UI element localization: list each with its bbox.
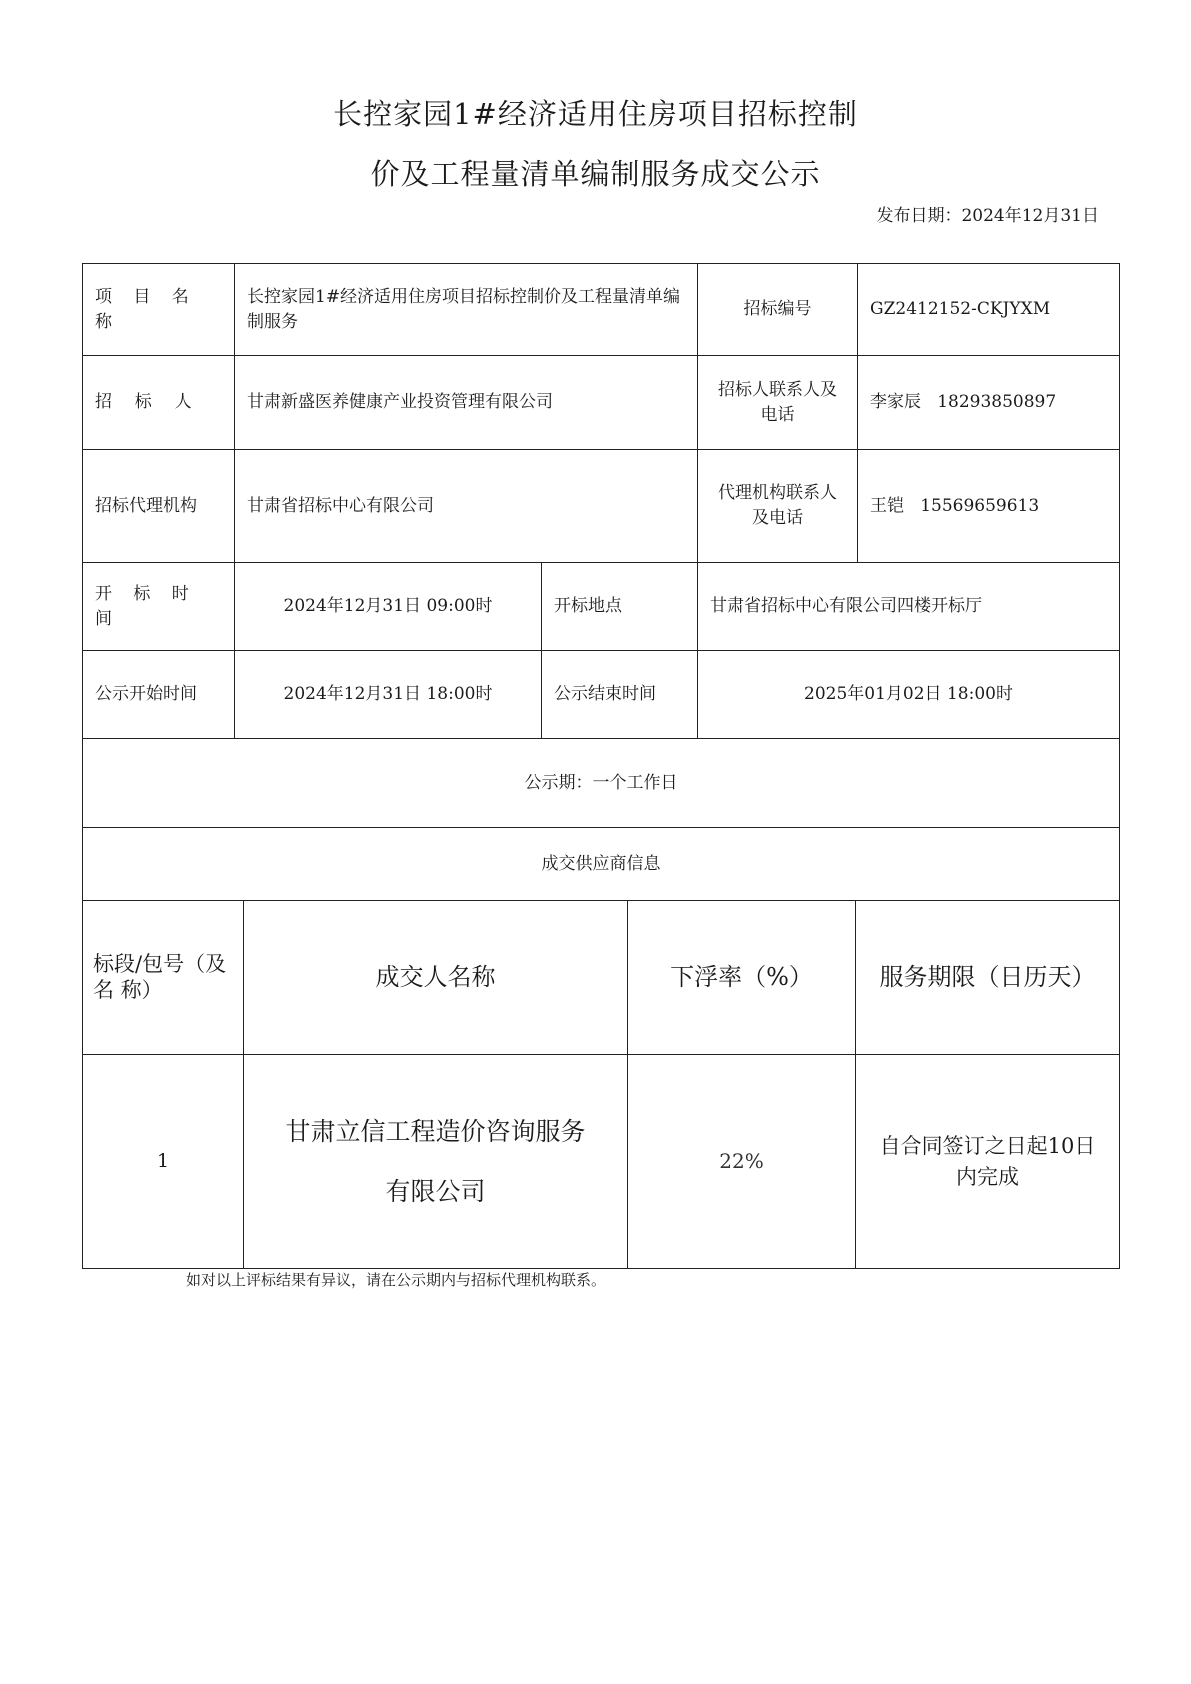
tenderer-contact-label: 招标人联系人及电话 [697,355,858,450]
publicity-end-label: 公示结束时间 [541,650,698,739]
header-winner-name: 成交人名称 [243,900,628,1055]
agency-label: 招标代理机构 [82,449,235,563]
publicity-end-value: 2025年01月02日 18:00时 [697,650,1120,739]
opening-time-label: 开 标 时 间 [82,562,235,651]
discount-rate: 22% [627,1054,856,1269]
publicity-start-label: 公示开始时间 [82,650,235,739]
tenderer-contact-value: 李家辰 18293850897 [857,355,1120,450]
winner-name-line-2: 有限公司 [385,1176,486,1206]
supplier-section-heading: 成交供应商信息 [82,827,1120,901]
opening-place-label: 开标地点 [541,562,698,651]
header-lot: 标段/包号（及名 称） [82,900,244,1055]
service-period: 自合同签订之日起10日内完成 [855,1054,1120,1269]
tenderer-label: 招 标 人 [82,355,235,450]
agency-contact-value: 王铠 15569659613 [857,449,1120,563]
lot-number: 1 [82,1054,244,1269]
opening-time-value: 2024年12月31日 09:00时 [234,562,542,651]
publish-date: 发布日期：2024年12月31日 [876,206,1099,226]
project-name-value: 长控家园1#经济适用住房项目招标控制价及工程量清单编制服务 [234,263,698,356]
agency-value: 甘肃省招标中心有限公司 [234,449,698,563]
header-discount-rate: 下浮率（%） [627,900,856,1055]
tender-no-label: 招标编号 [697,263,858,356]
footnote: 如对以上评标结果有异议，请在公示期内与招标代理机构联系。 [186,1271,607,1289]
notice-title-line-1: 长控家园1#经济适用住房项目招标控制 [333,97,858,131]
winner-name-line-1: 甘肃立信工程造价咨询服务 [285,1116,586,1146]
tenderer-value: 甘肃新盛医养健康产业投资管理有限公司 [234,355,698,450]
publicity-period: 公示期：一个工作日 [82,738,1120,828]
opening-place-value: 甘肃省招标中心有限公司四楼开标厅 [697,562,1120,651]
publicity-start-value: 2024年12月31日 18:00时 [234,650,542,739]
project-name-label: 项 目 名 称 [82,263,235,356]
agency-contact-label: 代理机构联系人及电话 [697,449,858,563]
notice-title-line-2: 价及工程量清单编制服务成交公示 [370,157,821,191]
header-service-period: 服务期限（日历天） [855,900,1120,1055]
winner-name [243,1054,628,1269]
tender-no-value: GZ2412152-CKJYXM [857,263,1120,356]
